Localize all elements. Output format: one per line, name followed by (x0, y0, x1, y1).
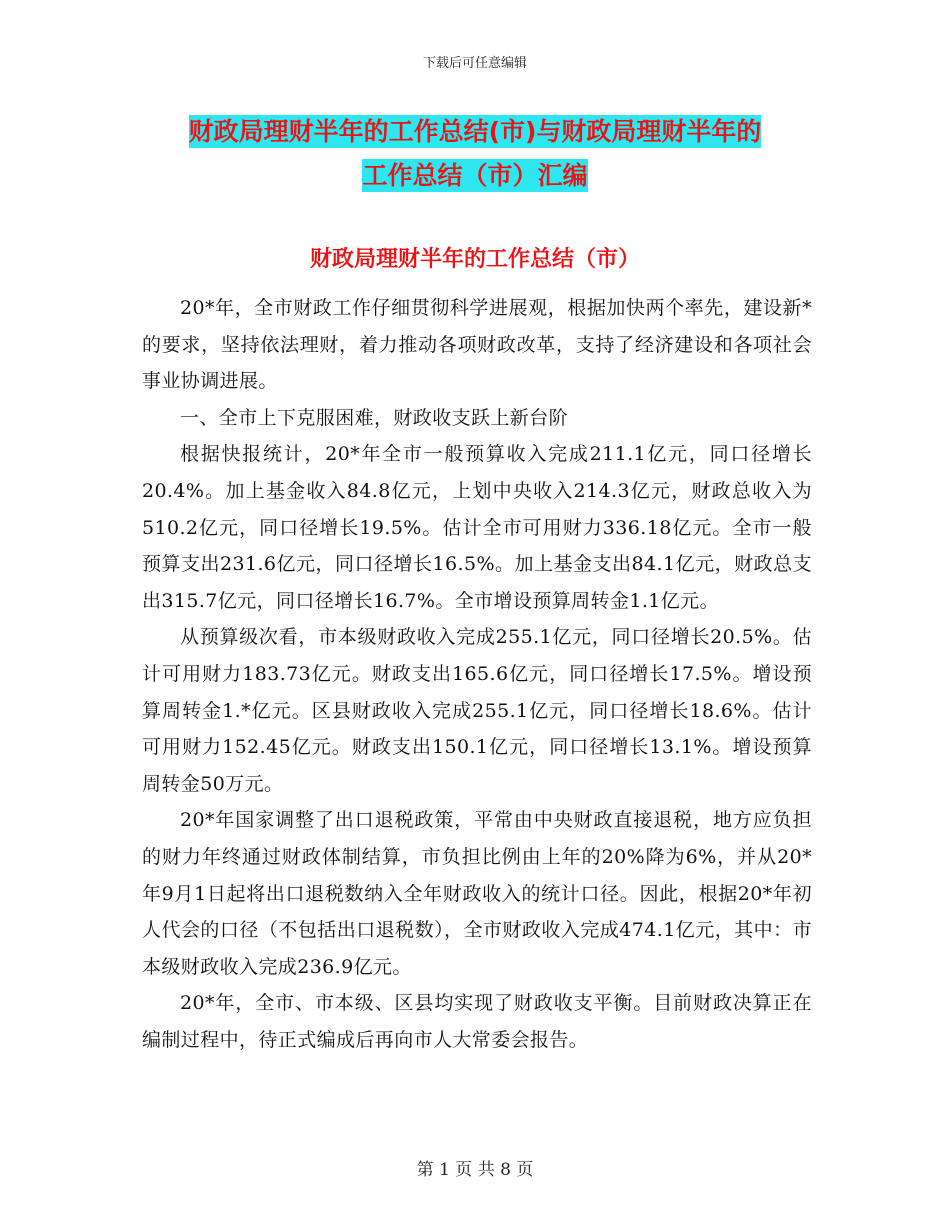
paragraph: 从预算级次看，市本级财政收入完成255.1亿元，同口径增长20.5%。估计可用财力183.73亿元。财政支出165.6亿元，同口径增长17.5%。增设预算周转金1.*亿元。区县财政收入完成255.1亿元，同口径增长18.6%。估计可用财力152.45亿元。财政支出150.1亿元，同口径增长13.1%。增设预算周转金50万元。 (142, 626, 812, 795)
page-number: 第 1 页 共 8 页 (416, 1160, 534, 1180)
title-line-2: 工作总结（市）汇编 (362, 161, 588, 190)
paragraph: 20*年国家调整了出口退税政策，平常由中央财政直接退税，地方应负担的财力年终通过财政体制结算，市负担比例由上年的20%降为6%，并从20*年9月1日起将出口退税数纳入全年财政收入的统计口径。因此，根据20*年初人代会的口径（不包括出口退税数），全市财政收入完成474.1亿元，其中：市本级财政收入完成236.9亿元。 (142, 809, 812, 978)
header-note: 下载后可任意编辑 (422, 56, 527, 71)
section-title: 财政局理财半年的工作总结（市） (309, 247, 640, 272)
document-title (0, 110, 950, 198)
paragraph: 20*年，全市财政工作仔细贯彻科学进展观，根据加快两个率先，建设新*的要求，坚持依法理财，着力推动各项财政改革，支持了经济建设和各项社会事业协调进展。 (142, 297, 812, 393)
document-body (142, 290, 812, 1058)
paragraph: 根据快报统计，20*年全市一般预算收入完成211.1亿元，同口径增长20.4%。加上基金收入84.8亿元，上划中央收入214.3亿元，财政总收入为510.2亿元，同口径增长19.5%。估计全市可用财力336.18亿元。全市一般预算支出231.6亿元，同口径增长16.5%。加上基金支出84.1亿元，财政总支出315.7亿元，同口径增长16.7%。全市增设预算周转金1.1亿元。 (142, 443, 812, 612)
paragraph: 20*年，全市、市本级、区县均实现了财政收支平衡。目前财政决算正在编制过程中，待正式编成后再向市人大常委会报告。 (142, 992, 812, 1051)
title-line-1: 财政局理财半年的工作总结(市)与财政局理财半年的 (188, 117, 762, 146)
section-heading: 一、全市上下克服困难，财政收支跃上新台阶 (180, 406, 569, 429)
